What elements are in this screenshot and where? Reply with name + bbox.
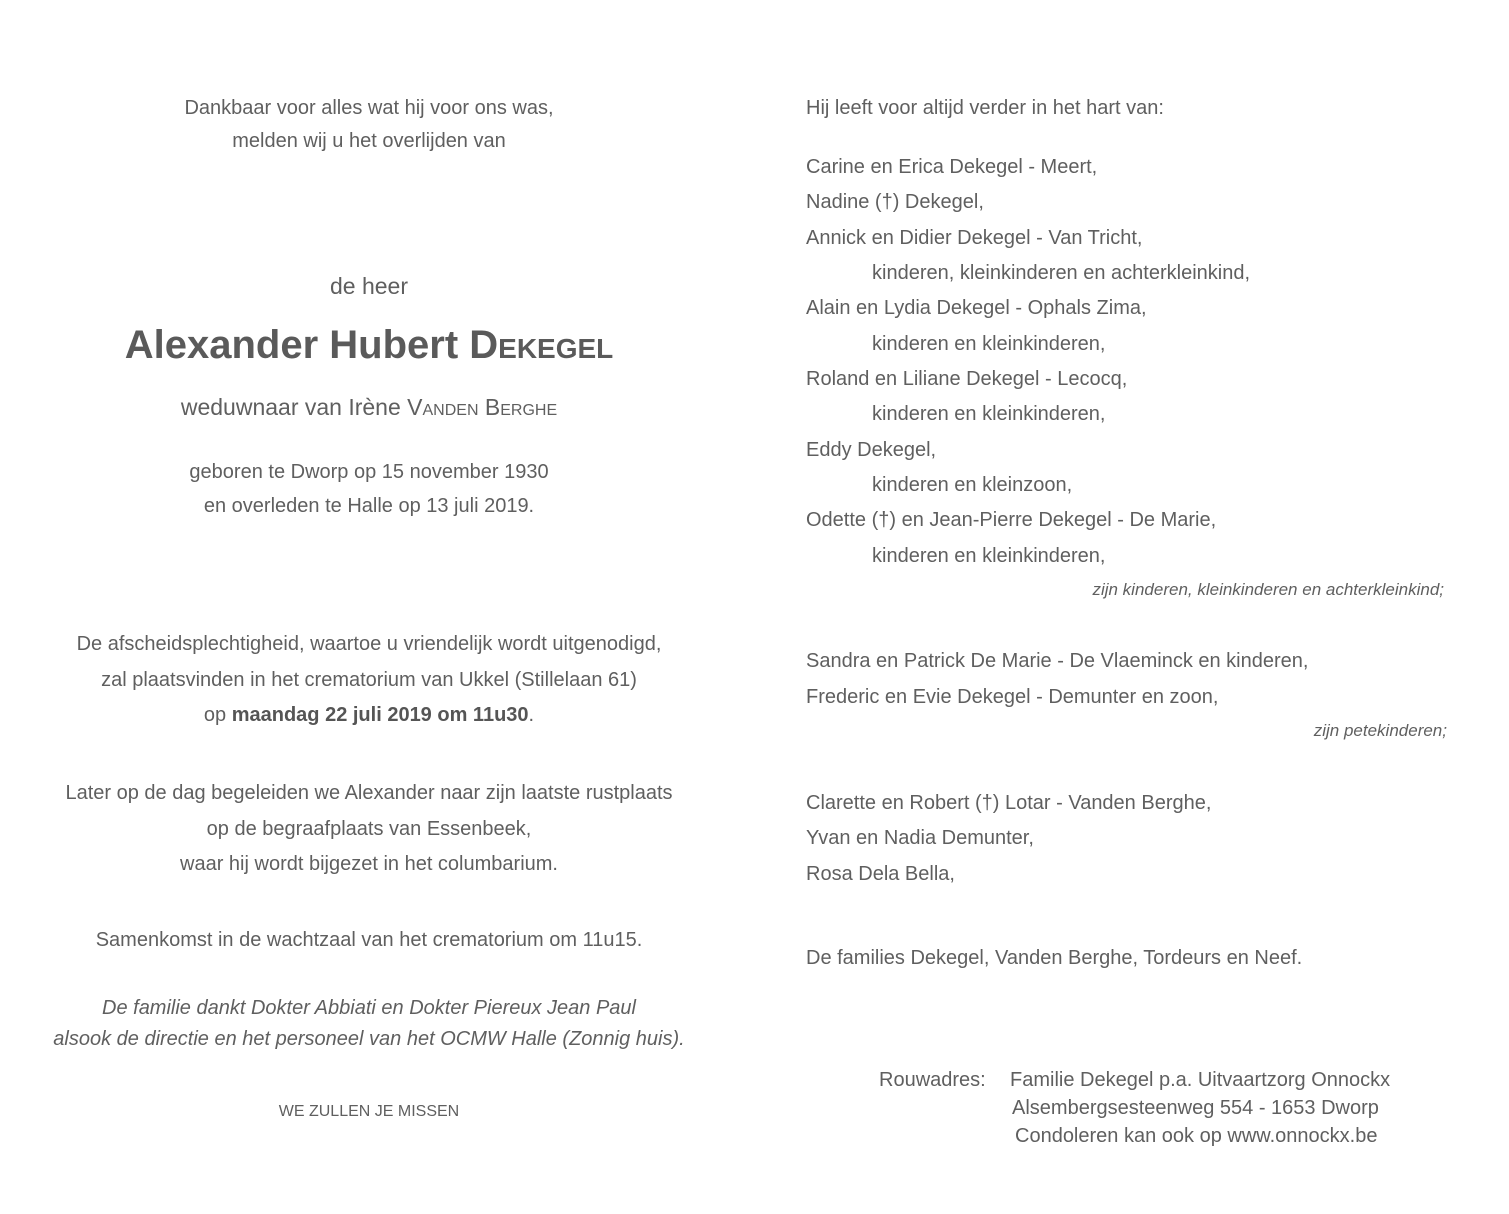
descendants-line: kinderen en kleinkinderen,	[872, 403, 1106, 425]
intro-line-1: Dankbaar voor alles wat hij voor ons was,	[184, 97, 554, 119]
relative-line: Rosa Dela Bella,	[806, 863, 955, 885]
ceremony-prefix: op	[203, 704, 232, 726]
child-line: Eddy Dekegel,	[806, 439, 937, 461]
ceremony-line-3	[204, 703, 534, 727]
ceremony-line-1: De afscheidsplechtigheid, waartoe u vriendelijk wordt uitgenodigd,	[76, 633, 662, 655]
ceremony-line-2: zal plaatsvinden in het crematorium van Ukkel (Stillelaan 61)	[101, 669, 637, 691]
child-line: Odette (†) en Jean-Pierre Dekegel - De Marie,	[806, 509, 1217, 531]
child-line: Alain en Lydia Dekegel - Ophals Zima,	[806, 297, 1147, 319]
title-prefix: de heer	[329, 273, 409, 299]
address-line-1: Familie Dekegel p.a. Uitvaartzorg Onnockx	[1010, 1069, 1391, 1091]
child-line: Nadine (†) Dekegel,	[806, 191, 984, 213]
ceremony-suffix: .	[528, 704, 535, 726]
godchild-line: Sandra en Patrick De Marie - De Vlaeminck en kinderen,	[806, 650, 1309, 672]
descendants-line: kinderen en kleinkinderen,	[872, 545, 1106, 567]
godchildren-role: zijn petekinderen;	[1313, 721, 1447, 740]
address-label: Rouwadres:	[879, 1069, 986, 1091]
families-line: De families Dekegel, Vanden Berghe, Tordeurs en Neef.	[806, 947, 1303, 969]
burial-line-3: waar hij wordt bijgezet in het columbarium.	[180, 853, 558, 875]
thanks-line-2: alsook de directie en het personeel van het OCMW Halle (Zonnig huis).	[53, 1028, 685, 1050]
death-line: en overleden te Halle op 13 juli 2019.	[203, 495, 535, 517]
descendants-line: kinderen en kleinkinderen,	[872, 333, 1106, 355]
address-line-2: Alsembergsesteenweg 554 - 1653 Dworp	[1012, 1097, 1379, 1119]
closing-line: WE ZULLEN JE MISSEN	[278, 1103, 460, 1120]
widow-prefix: weduwnaar van Irène	[180, 394, 408, 420]
deceased-surname: Dekegel	[469, 323, 614, 367]
widow-of	[181, 393, 557, 421]
address-line-3: Condoleren kan ook op www.onnockx.be	[1015, 1125, 1378, 1147]
relative-line: Clarette en Robert (†) Lotar - Vanden Berghe,	[806, 792, 1212, 814]
gathering-line: Samenkomst in de wachtzaal van het crematorium om 11u15.	[95, 929, 643, 951]
deceased-first-names: Alexander Hubert	[124, 323, 470, 367]
child-line: Annick en Didier Dekegel - Van Tricht,	[806, 227, 1143, 249]
spouse-surname: Vanden Berghe	[407, 394, 558, 420]
children-role: zijn kinderen, kleinkinderen en achterkleinkind;	[1092, 580, 1444, 599]
godchild-line: Frederic en Evie Dekegel - Demunter en zoon,	[806, 686, 1219, 708]
relative-line: Yvan en Nadia Demunter,	[806, 827, 1034, 849]
descendants-line: kinderen en kleinzoon,	[872, 474, 1073, 496]
intro-line-2: melden wij u het overlijden van	[232, 130, 506, 152]
thanks-line-1: De familie dankt Dokter Abbiati en Dokter Piereux Jean Paul	[102, 997, 636, 1019]
ceremony-datetime: maandag 22 juli 2019 om 11u30	[231, 704, 529, 726]
child-line: Roland en Liliane Dekegel - Lecocq,	[806, 368, 1128, 390]
descendants-line: kinderen, kleinkinderen en achterkleinkind,	[872, 262, 1251, 284]
child-line: Carine en Erica Dekegel - Meert,	[806, 156, 1098, 178]
birth-line: geboren te Dworp op 15 november 1930	[189, 461, 549, 483]
burial-line-1: Later op de dag begeleiden we Alexander naar zijn laatste rustplaats	[65, 782, 673, 804]
mourners-intro: Hij leeft voor altijd verder in het hart van:	[806, 97, 1164, 119]
deceased-name	[125, 321, 614, 369]
burial-line-2: op de begraafplaats van Essenbeek,	[206, 818, 532, 840]
